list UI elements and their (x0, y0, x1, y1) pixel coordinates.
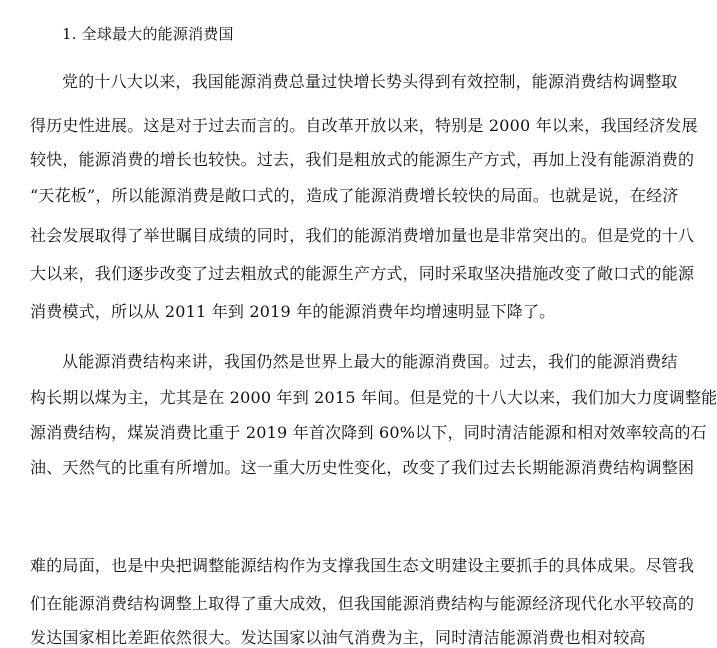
paragraph-3-line-3: 发达国家相比差距依然很大。发达国家以油气消费为主，同时清洁能源消费也相对较高 (30, 628, 646, 647)
section-heading: 1. 全球最大的能源消费国 (62, 25, 234, 43)
paragraph-1-line-7: 消费模式，所以从 2011 年到 2019 年的能源消费年均增速明显下降了。 (30, 302, 556, 321)
paragraph-1-line-3: 较快，能源消费的增长也较快。过去，我们是粗放式的能源生产方式，再加上没有能源消费的 (30, 150, 695, 169)
paragraph-1-line-5: 社会发展取得了举世瞩目成绩的同时，我们的能源消费增加量也是非常突出的。但是党的十八 (30, 226, 695, 245)
paragraph-3-line-2: 们在能源消费结构调整上取得了重大成效，但我国能源消费结构与能源经济现代化水平较高的 (30, 594, 695, 613)
paragraph-1-line-1: 党的十八大以来，我国能源消费总量过快增长势头得到有效控制，能源消费结构调整取 (62, 72, 678, 91)
paragraph-3-line-1: 难的局面，也是中央把调整能源结构作为支撑我国生态文明建设主要抓手的具体成果。尽管我 (30, 556, 695, 575)
paragraph-2-line-1: 从能源消费结构来讲，我国仍然是世界上最大的能源消费国。过去，我们的能源消费结 (62, 352, 678, 371)
paragraph-2-line-2: 构长期以煤为主，尤其是在 2000 年到 2015 年间。但是党的十八大以来，我们加大力度调整能 (30, 388, 717, 407)
paragraph-2-line-3: 源消费结构，煤炭消费比重于 2019 年首次降到 60%以下，同时清洁能源和相对效率较高的石 (30, 423, 707, 442)
paragraph-1-line-6: 大以来，我们逐步改变了过去粗放式的能源生产方式，同时采取坚决措施改变了敞口式的能源 (30, 264, 695, 283)
paragraph-2-line-4: 油、天然气的比重有所增加。这一重大历史性变化，改变了我们过去长期能源消费结构调整困 (30, 458, 695, 477)
paragraph-1-line-4: “天花板”，所以能源消费是敞口式的，造成了能源消费增长较快的局面。也就是说，在经济 (30, 186, 679, 205)
paragraph-1-line-2: 得历史性进展。这是对于过去而言的。自改革开放以来，特别是 2000 年以来，我国经济发展 (30, 116, 698, 135)
